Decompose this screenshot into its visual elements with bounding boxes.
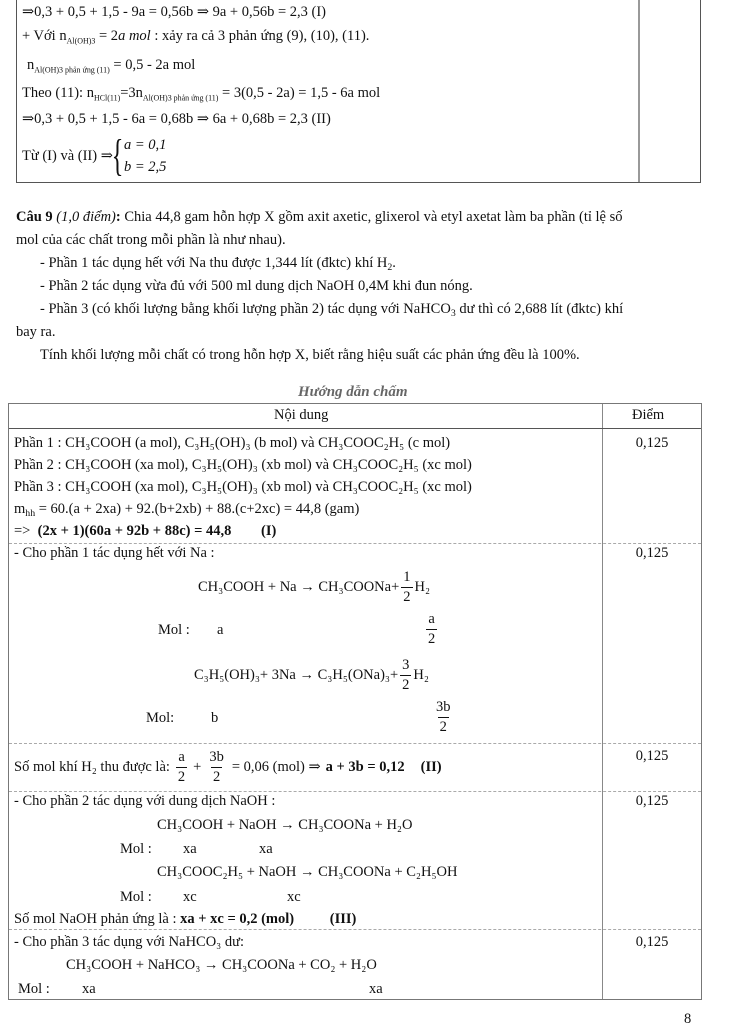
text: n [27,57,35,73]
text: : xảy ra cả 3 phản ứng (9), (10), (11). [150,28,370,44]
reaction-acetic-na [198,570,430,604]
row1-line2: Phần 2 : CH₃COOH (xa mol), C₃H₅(OH)₃ (xb mol) và CH₃COOC₂H₅ (xc mol) [14,457,472,473]
fraction [434,700,453,734]
text: - Phần 2 tác dụng vừa đủ với 500 ml dung dịch NaOH 0,4M khi đun nóng. [40,278,473,294]
fraction [401,570,412,604]
reaction-ester-naoh: CH₃COOC₂H₅ + NaOH → CH₃COONa + C₂H₅OH [157,864,458,880]
header-content: Nội dung [274,407,329,423]
text: CH₃COOH + Na → CH₃COONa+ [198,578,400,595]
denominator: 2 [403,588,411,605]
bold-equation: a + 3b = 0,12 [325,758,405,775]
mol-label: Mol : [158,622,190,638]
mol-fraction [424,612,439,646]
numerator: 1 [403,569,411,585]
row2-intro: - Cho phần 1 tác dụng hết với Na : [14,545,215,561]
mol-value: a [217,622,224,638]
mol-label: Mol : [120,841,152,857]
subscript: Al(OH)3 phản ứng (11) [34,65,110,75]
row-divider [9,743,701,744]
equation-line-5 [22,112,331,127]
text: C₃H₅(OH)₃+ 3Na → C₃H₅(ONa)₃+ [194,666,399,683]
brace-icon: { [111,131,124,180]
denominator: 2 [439,718,447,735]
text: Chia 44,8 gam hỗn hợp X gồm axit axetic, glixerol và etyl axetat làm ba phần (tỉ lệ số [120,209,623,225]
text: H₂ [413,666,429,683]
text: = 0,06 (mol) ⇒ [231,758,321,775]
equation-line-2 [22,29,369,44]
bold-equation: (2x + 1)(60a + 92b + 88c) = 44,8 [37,523,232,539]
reaction-acetic-naoh: CH₃COOH + NaOH → CH₃COONa + H₂O [157,817,413,833]
text: H₂ [414,578,431,595]
column-divider [638,0,640,182]
question-part-1 [40,256,396,271]
fraction [176,750,187,784]
mol-value: xa [259,841,273,857]
subscript: hh [25,507,36,519]
question-intro-line-2 [16,233,286,248]
text: Số mol NaOH phản ứng là : [14,911,181,927]
reaction-glycerol-na [194,658,429,692]
denominator: 2 [402,676,410,693]
mol-value: xc [183,889,197,905]
subscript: HCl(11) [93,93,121,103]
text: - Phần 1 tác dụng hết với Na thu được 1,344 lít (đktc) khí H [40,255,388,271]
bold-equation: xa + xc = 0,2 (mol) [180,911,295,927]
text: + Với n [22,28,67,44]
row1-line5 [14,524,276,539]
mol-value: xc [287,889,301,905]
text: => [14,523,31,539]
text: Theo (11): n [22,85,94,101]
subscript: Al(OH)3 phản ứng (11) [142,93,219,103]
row1-line3: Phần 3 : CH₃COOH (xa mol), C₃H₅(OH)₃ (xb mol) và CH₃COOC₂H₅ (xc mol) [14,479,472,495]
header-divider [9,428,701,429]
text: Từ (I) và (II) ⇒ [22,147,113,164]
row5-score: 0,125 [635,934,669,950]
row4-score: 0,125 [635,793,669,809]
reaction-acetic-nahco3: CH₃COOH + NaHCO₃ → CH₃COONa + CO₂ + H₂O [66,957,377,973]
equation-line-1 [22,5,326,20]
text: mol của các chất trong mỗi phần là như nhau). [16,232,286,248]
row1-line1: Phần 1 : CH₃COOH (a mol), C₃H₅(OH)₃ (b mol) và CH₃COOC₂H₅ (c mol) [14,435,451,451]
denominator: 2 [177,768,186,785]
text: Tính khối lượng mỗi chất có trong hỗn hợp X, biết rằng hiệu suất các phản ứng đều là 100%. [40,347,580,363]
question-intro-line-1 [16,210,623,225]
row-divider [9,929,701,930]
fraction [400,658,411,692]
row-divider [9,543,701,544]
row5-intro: - Cho phần 3 tác dụng với NaHCO₃ dư: [14,934,244,950]
subscript: Al(OH)3 [66,36,96,46]
column-divider [602,404,603,999]
text: = 2 [95,28,119,44]
text: m [14,501,26,517]
equation-tag: (II) [420,758,442,775]
solution-a: a = 0,1 [123,136,167,153]
text: ⇒0,3 + 0,5 + 1,5 - 6a = 0,68b ⇒ 6a + 0,68b = 2,3 (II) [22,111,331,127]
row3-h2-moles [14,750,442,784]
numerator: a [178,749,185,765]
subscript: 2 [387,261,393,273]
denominator: 2 [428,630,436,647]
text: dư thì có 2,688 lít (đktc) khí [455,301,624,317]
mol-label: Mol : [18,981,50,997]
grading-title: Hướng dẫn chấm [298,384,408,400]
row3-score: 0,125 [635,748,669,764]
text: . [392,255,396,271]
mol-value: xa [369,981,383,997]
denominator: 2 [212,768,221,785]
row1-score: 0,125 [635,435,669,451]
equation-line-4 [22,86,380,101]
row2-score: 0,125 [635,545,669,561]
text: = 60.(a + 2xa) + 92.(b+2xb) + 88.(c+2xc) = 44,8 (gam) [38,501,360,517]
question-part-2 [40,279,473,294]
text: bay ra. [16,324,56,340]
numerator: 3b [209,749,224,765]
question-label: Câu 9 [16,209,53,225]
fraction [426,612,437,646]
row1-line4 [14,502,359,517]
solution-b: b = 2,5 [123,159,167,175]
header-score: Điểm [632,407,665,423]
mol-value: xa [82,981,96,997]
mol-value: b [211,710,219,726]
equation-line-6 [22,131,167,180]
text: =3n [120,85,143,101]
text: = 3(0,5 - 2a) = 1,5 - 6a mol [218,85,381,101]
fraction [207,750,226,784]
equation-line-3 [27,58,195,73]
row4-summary [14,912,356,927]
mol-label: Mol : [120,889,152,905]
numerator: a [428,611,435,627]
text: : [115,209,121,225]
equation-text: ⇒0,3 + 0,5 + 1,5 - 9a = 0,56b ⇒ 9a + 0,56b = 2,3 (I) [22,4,326,20]
mol-label: Mol: [146,710,175,726]
question-points: (1,0 điểm) [56,209,116,225]
equation-tag: (I) [260,523,277,539]
equation-tag: (III) [329,911,357,927]
subscript: 3 [450,307,456,319]
numerator: 3b [436,699,451,715]
text: - Phần 3 (có khối lượng bằng khối lượng phần 2) tác dụng với NaHCO [40,301,451,317]
numerator: 3 [402,657,410,673]
row-divider [9,791,701,792]
question-part-3-cont [16,325,55,340]
text: Số mol khí H₂ thu được là: [14,758,170,775]
text: + [193,758,202,775]
page-number: 8 [684,1011,692,1027]
question-part-3 [40,302,623,317]
italic-text: a mol [118,28,151,44]
question-task [40,348,580,363]
equation-system [124,138,166,175]
mol-value: xa [183,841,197,857]
mol-fraction [432,700,455,734]
row4-intro: - Cho phần 2 tác dụng với dung dịch NaOH : [14,793,276,809]
text: = 0,5 - 2a mol [109,57,196,73]
